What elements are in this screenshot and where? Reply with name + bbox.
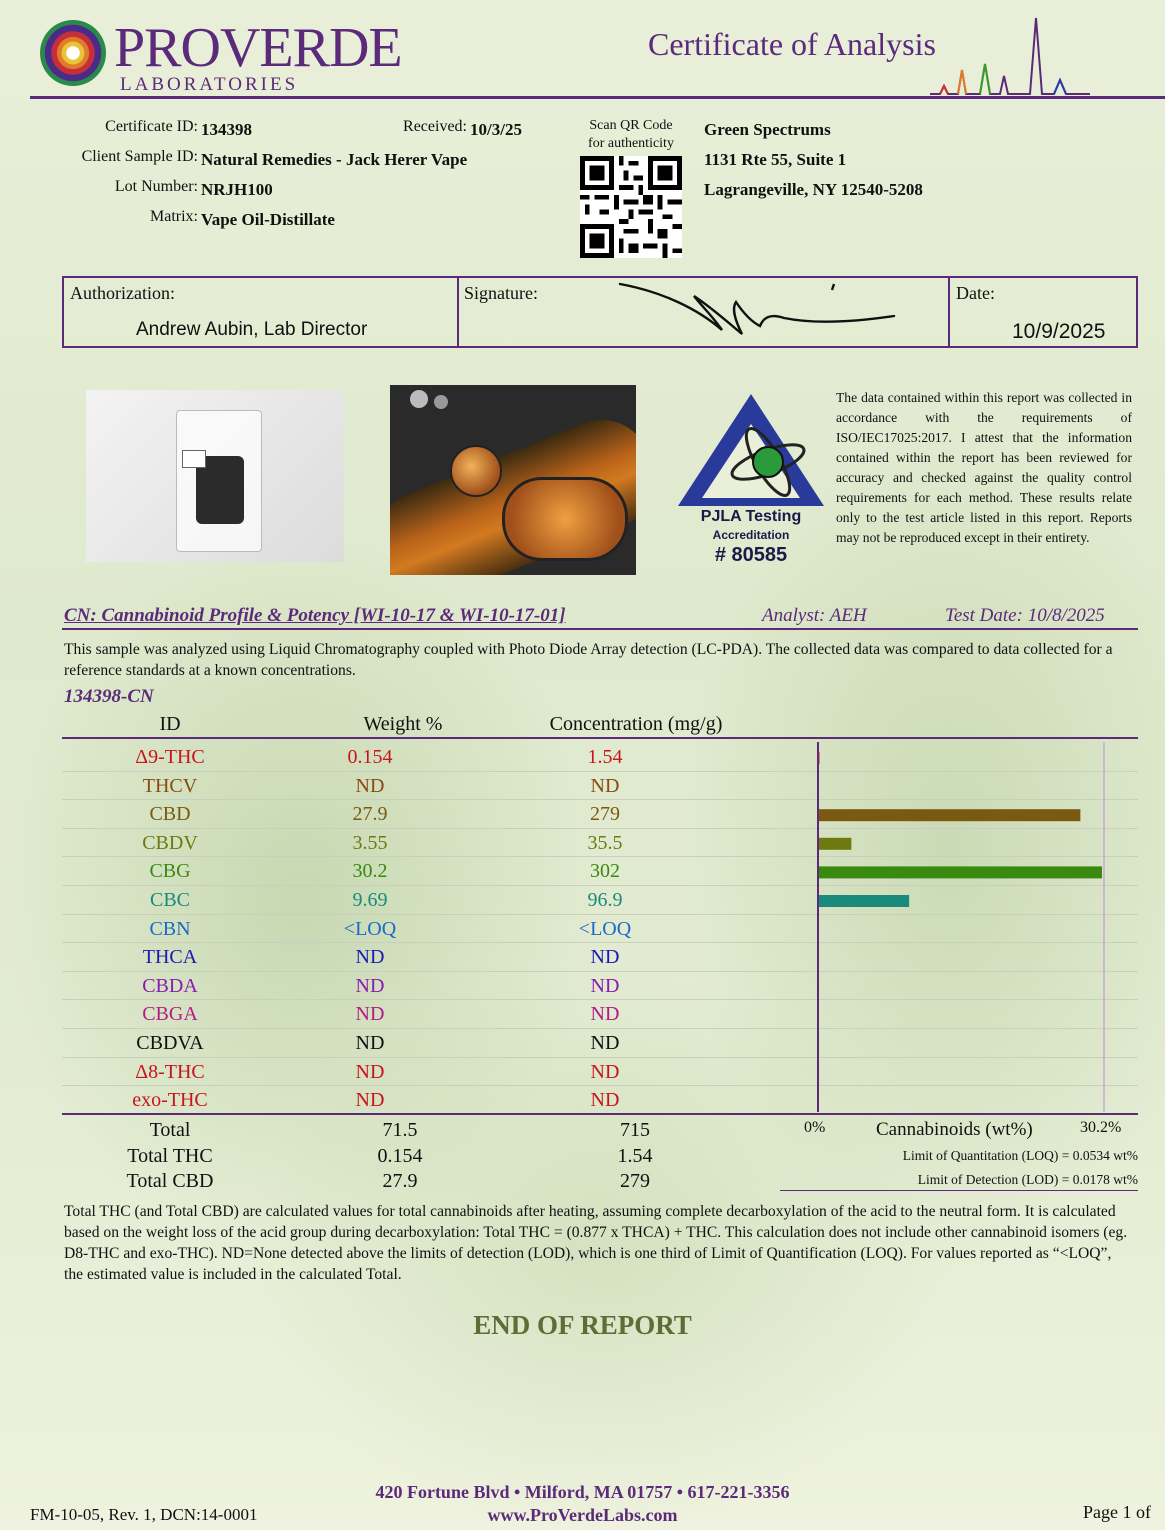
concentration-value: ND — [590, 975, 620, 997]
concentration-value: 279 — [590, 803, 620, 825]
concentration-value: 1.54 — [587, 746, 623, 768]
concentration-value: ND — [590, 1003, 620, 1025]
concentration-value: <LOQ — [578, 918, 632, 940]
weight-percent: ND — [355, 975, 385, 997]
section-title: CN: Cannabinoid Profile & Potency [WI-10-17 & WI-10-17-01] — [64, 605, 566, 626]
client-address-line2: Lagrangeville, NY 12540-5208 — [704, 180, 923, 199]
cannabinoid-name: CBDVA — [136, 1032, 204, 1054]
sample-oil-photo — [390, 385, 636, 575]
end-of-report: END OF REPORT — [473, 1310, 692, 1340]
client-name: Green Spectrums — [704, 120, 831, 139]
pjla-name: PJLA Testing — [700, 508, 802, 525]
cannabinoid-name: exo-THC — [132, 1089, 208, 1111]
calculation-notes: Total THC (and Total CBD) are calculated values for total cannabinoids after heating, assuming complete decarboxylation of the acid to the neutral form. It is calculated based on the weight loss of the acid group during decarboxylation: Total THC = (0.877 x THCA) + THC. This calculation does not include other cannabinoid isomers (eg. D8-THC and exo-THC). ND=None detected above the limits of detection (LOD), which is one third of Limit of Quantification (LOQ). For values reported as “<LOQ”, the estimated value is included in the calculated Total. — [64, 1203, 1128, 1283]
cannabinoid-name: CBGA — [142, 1003, 198, 1025]
logo-sub-text: LABORATORIES — [120, 74, 299, 95]
section-divider — [62, 628, 1138, 630]
limits-divider — [780, 1190, 1138, 1191]
weight-percent: ND — [355, 946, 385, 968]
cannabinoid-name: Δ8-THC — [135, 1061, 205, 1083]
lot-number-label: Lot Number: — [114, 178, 198, 195]
total-concentration: 715 — [620, 1119, 650, 1141]
authorization-box — [62, 276, 1138, 348]
sample-package-photo — [86, 390, 344, 562]
pjla-logo-icon — [676, 390, 826, 510]
oil-bubble — [450, 445, 502, 497]
total-weight: 27.9 — [382, 1170, 418, 1192]
cannabinoid-name: CBDA — [142, 975, 198, 997]
pjla-number: # 80585 — [714, 544, 788, 566]
chart-bar — [818, 838, 851, 850]
weight-percent: ND — [355, 1032, 385, 1054]
certificate-id-value: 134398 — [201, 120, 252, 139]
oil-bubble — [434, 395, 448, 409]
footer-page-number: Page 1 of — [1083, 1502, 1151, 1522]
footer-website[interactable]: www.ProVerdeLabs.com — [487, 1505, 678, 1525]
total-weight: 71.5 — [382, 1119, 418, 1141]
concentration-value: ND — [590, 1061, 620, 1083]
total-name: Total CBD — [126, 1170, 214, 1192]
concentration-value: ND — [590, 1089, 620, 1111]
concentration-value: ND — [590, 775, 620, 797]
chromatogram-icon — [930, 14, 1090, 98]
client-sample-id-label: Client Sample ID: — [81, 148, 198, 165]
authorization-value: Andrew Aubin, Lab Director — [136, 319, 368, 340]
auth-divider — [457, 278, 459, 346]
table-top-border — [62, 737, 1138, 739]
analyst: Analyst: AEH — [762, 605, 867, 626]
concentration-value: ND — [590, 1032, 620, 1054]
weight-percent: ND — [355, 1003, 385, 1025]
weight-percent: 30.2 — [352, 860, 388, 882]
chart-bar — [818, 895, 909, 907]
matrix-label: Matrix: — [150, 208, 198, 225]
sample-code: 134398-CN — [64, 686, 154, 707]
qr-code-icon[interactable] — [580, 156, 682, 258]
table-bottom-border — [62, 1113, 1138, 1115]
date-value: 10/9/2025 — [1012, 320, 1106, 343]
signature-label: Signature: — [464, 283, 538, 303]
weight-percent: 3.55 — [352, 832, 388, 854]
concentration-value: 96.9 — [587, 889, 623, 911]
certificate-id-label: Certificate ID: — [105, 118, 198, 135]
chart-bar — [818, 866, 1102, 878]
chart-bar — [818, 809, 1080, 821]
weight-percent: 27.9 — [352, 803, 388, 825]
lot-number-value: NRJH100 — [201, 180, 273, 199]
lod-note: Limit of Detection (LOD) = 0.0178 wt% — [917, 1172, 1138, 1187]
chart-axis-max-label: 30.2% — [1080, 1119, 1122, 1136]
footer-form-id: FM-10-05, Rev. 1, DCN:14-0001 — [30, 1505, 258, 1524]
oil-bubble — [502, 477, 628, 561]
weight-percent: ND — [355, 1089, 385, 1111]
qr-caption-line1: Scan QR Code — [589, 118, 673, 133]
page-title: Certificate of Analysis — [648, 26, 936, 62]
test-date: Test Date: 10/8/2025 — [945, 605, 1105, 626]
accreditation-disclaimer: The data contained within this report was collected in accordance with the requirements of ISO/IEC17025:2017. I attest that the information contained within the report has been reviewed for accuracy and checked against the quality control requirements for each method. These results relate only to the test article listed in this report. Reports may not be reproduced except in their entirety. — [836, 390, 1132, 545]
loq-note: Limit of Quantitation (LOQ) = 0.0534 wt% — [902, 1148, 1138, 1163]
total-name: Total — [149, 1119, 191, 1141]
qr-caption — [576, 117, 686, 153]
concentration-value: 302 — [590, 860, 620, 882]
cannabinoid-name: CBDV — [142, 832, 198, 854]
weight-percent: ND — [355, 1061, 385, 1083]
total-weight: 0.154 — [377, 1145, 423, 1167]
concentration-value: ND — [590, 946, 620, 968]
cannabinoid-name: CBG — [149, 860, 191, 882]
weight-percent: <LOQ — [343, 918, 397, 940]
chart-axis-min-label: 0% — [804, 1119, 826, 1136]
received-value: 10/3/25 — [470, 120, 522, 139]
cannabinoid-name: Δ9-THC — [135, 746, 205, 768]
pjla-accreditation-badge — [676, 380, 826, 570]
weight-percent: 9.69 — [352, 889, 388, 911]
oil-bubble — [410, 390, 428, 408]
col-header-weight: Weight % — [363, 713, 443, 735]
cannabinoid-name: CBD — [149, 803, 191, 825]
cannabinoid-bar-chart — [816, 742, 1106, 1112]
footer-address: 420 Fortune Blvd • Milford, MA 01757 • 617-221-3356 — [375, 1482, 790, 1502]
cannabinoid-name: THCA — [142, 946, 198, 968]
chart-axis-title: Cannabinoids (wt%) — [876, 1119, 1033, 1140]
col-header-id: ID — [159, 713, 181, 735]
col-header-concentration: Concentration (mg/g) — [549, 713, 723, 735]
concentration-value: 35.5 — [587, 832, 623, 854]
total-concentration: 1.54 — [617, 1145, 653, 1167]
qr-caption-line2: for authenticity — [588, 136, 674, 151]
matrix-value: Vape Oil-Distillate — [201, 210, 335, 229]
date-label: Date: — [956, 283, 995, 303]
weight-percent: ND — [355, 775, 385, 797]
cannabinoid-name: CBC — [149, 889, 191, 911]
total-name: Total THC — [127, 1145, 213, 1167]
cannabinoid-name: CBN — [149, 918, 191, 940]
cannabinoid-name: THCV — [142, 775, 198, 797]
signature-image — [604, 278, 904, 344]
company-logo — [40, 18, 440, 98]
weight-percent: 0.154 — [347, 746, 393, 768]
logo-main-text: PROVERDE — [114, 17, 402, 79]
logo-emblem-icon — [40, 20, 106, 86]
method-description: This sample was analyzed using Liquid Chromatography coupled with Photo Diode Array detection (LC-PDA). The collected data was compared to data collected for a reference standards at a known concentrations. — [64, 641, 1113, 679]
received-label: Received: — [403, 118, 467, 135]
header-divider — [30, 96, 1165, 99]
authorization-label: Authorization: — [70, 283, 175, 303]
client-sample-id-value: Natural Remedies - Jack Herer Vape — [201, 150, 468, 169]
sample-label-sticker — [182, 450, 206, 468]
pjla-sub: Accreditation — [712, 528, 790, 542]
total-concentration: 279 — [620, 1170, 650, 1192]
auth-divider — [948, 278, 950, 346]
client-address-line1: 1131 Rte 55, Suite 1 — [704, 150, 847, 169]
